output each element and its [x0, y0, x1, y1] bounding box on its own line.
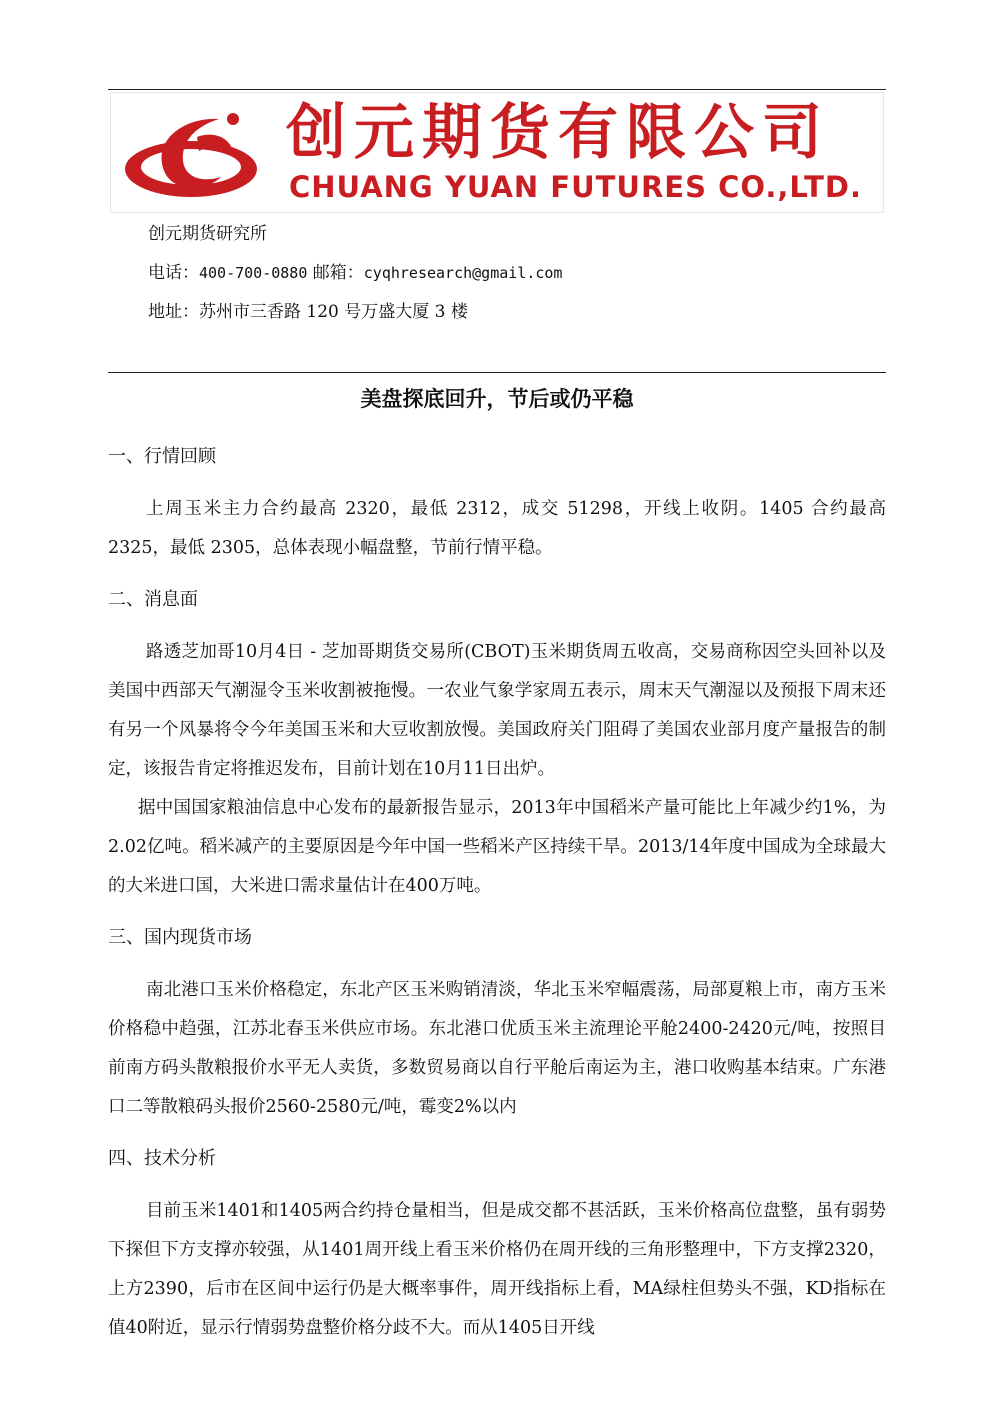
- paragraph-news-cbot: 路透芝加哥10月4日 - 芝加哥期货交易所(CBOT)玉米期货周五收高，交易商称因空头回补以及美国中西部天气潮湿令玉米收割被拖慢。一农业气象学家周五表示，周末天气潮湿以及预报下周末还有另一个风暴将令今年美国玉米和大豆收割放慢。美国政府关门阻碍了美国农业部月度产量报告的制定，该报告肯定将推迟发布，目前计划在10月11日出炉。: [108, 642, 886, 779]
- paragraph-news-rice: 据中国国家粮油信息中心发布的最新报告显示，2013年中国稻米产量可能比上年减少约1%，为2.02亿吨。稻米减产的主要原因是今年中国一些稻米产区持续干旱。2013/14年度中国成为全球最大的大米进口国，大米进口需求量估计在400万吨。: [108, 798, 886, 896]
- contact-line: [148, 261, 562, 285]
- email-label: 邮箱：: [312, 263, 364, 283]
- phone-label: 电话：: [148, 263, 199, 283]
- report-title: 美盘探底回升，节后或仍平稳: [360, 387, 634, 411]
- paragraph-spot-market: 南北港口玉米价格稳定，东北产区玉米购销清淡，华北玉米窄幅震荡，局部夏粮上市，南方玉米价格稳中趋强，江苏北春玉米供应市场。东北港口优质玉米主流理论平舱2400-2420元/吨，按照目前南方码头散粮报价水平无人卖货，多数贸易商以自行平舱后南运为主，港口收购基本结束。广东港口二等散粮码头报价2560-2580元/吨，霉变2%以内: [108, 980, 886, 1117]
- phone-number: 400-700-0880: [199, 264, 308, 282]
- paragraph-technical: 目前玉米1401和1405两合约持仓量相当，但是成交都不甚活跃，玉米价格高位盘整，虽有弱势下探但下方支撑亦较强，从1401周开线上看玉米价格仍在周开线的三角形整理中，下方支撑2320，上方2390，后市在区间中运行仍是大概率事件，周开线指标上看，MA绿柱但势头不强，KD指标在值40附近，显示行情弱势盘整价格分歧不大。而从1405日开线: [108, 1201, 886, 1338]
- company-emblem-icon: [121, 103, 265, 203]
- section-heading-market-review: 一、行情回顾: [108, 446, 216, 467]
- section-heading-news: 二、消息面: [108, 589, 198, 610]
- paragraph-market-review: 上周玉米主力合约最高 2320，最低 2312，成交 51298，开线上收阴。1405 合约最高 2325，最低 2305，总体表现小幅盘整，节前行情平稳。: [108, 499, 886, 558]
- company-logo-banner: [110, 92, 884, 213]
- company-name-english: CHUANG YUAN FUTURES CO.,LTD.: [289, 170, 862, 204]
- section-heading-technical: 四、技术分析: [108, 1148, 216, 1169]
- section-heading-spot-market: 三、国内现货市场: [108, 927, 252, 948]
- header-bottom-rule: [108, 372, 886, 373]
- address-line: 地址：苏州市三香路 120 号万盛大厦 3 楼: [148, 302, 468, 322]
- institute-name: 创元期货研究所: [148, 224, 267, 244]
- email-address: cyqhresearch@gmail.com: [363, 264, 563, 282]
- company-name-chinese: 创元期货有限公司: [286, 98, 830, 168]
- header-top-rule: [108, 89, 886, 90]
